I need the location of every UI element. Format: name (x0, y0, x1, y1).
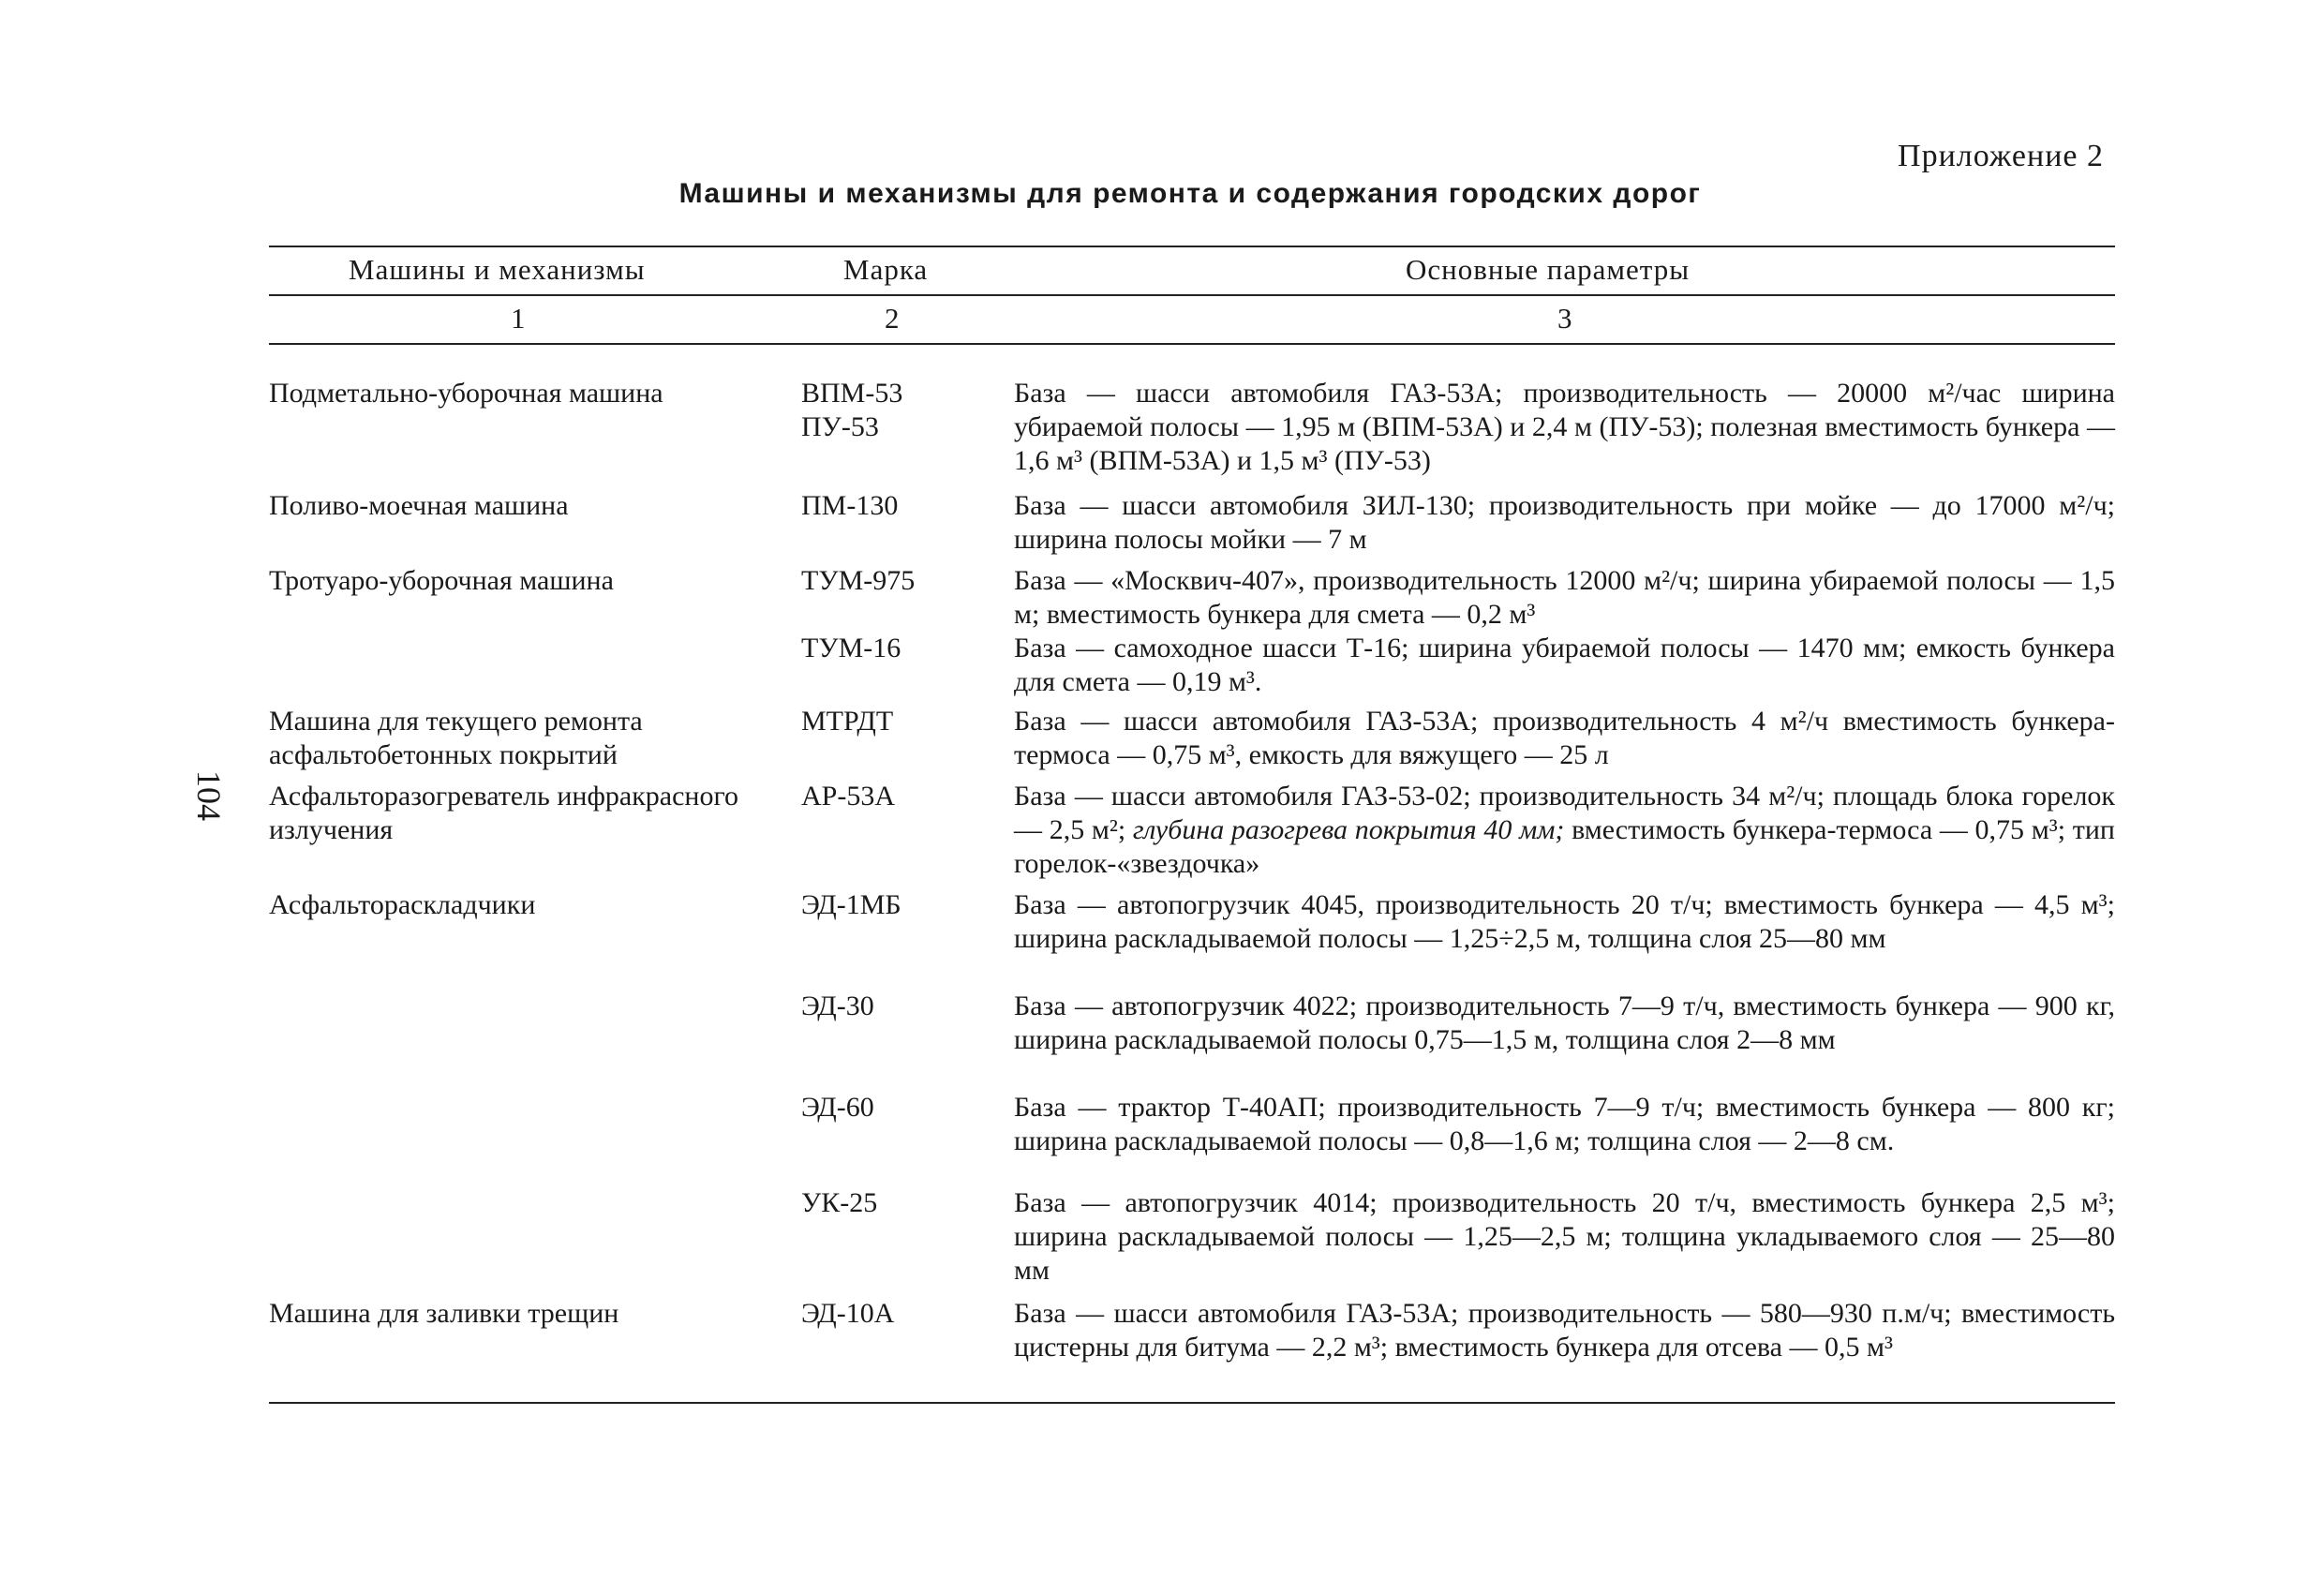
header-rule (269, 294, 2115, 296)
machine-model (801, 377, 961, 444)
header-model: Марка (843, 253, 929, 286)
table-bottom-rule (269, 1402, 2115, 1404)
machine-model: МТРДТ (801, 706, 894, 737)
header-params: Основные параметры (1406, 253, 1691, 286)
machine-model: ПМ-130 (801, 490, 899, 521)
appendix-label: Приложение 2 (1898, 139, 2104, 173)
machine-name: Тротуаро-уборочная машина (269, 565, 614, 596)
header-machines: Машины и механизмы (349, 253, 646, 286)
machine-model: ТУМ-16 (801, 633, 901, 663)
page-number: 104 (190, 770, 228, 821)
machine-params: База — автопогрузчик 4045, производительность 20 т/ч; вместимость бункера — 4,5 м³; ширина раскладываемой полосы — 1,25÷2,5 м, толщина слоя 25—80 мм (1014, 889, 2115, 954)
machine-params: База — трактор Т-40АП; производительность 7—9 т/ч; вместимость бункера — 800 кг; ширина раскладываемой полосы — 0,8—1,6 м; толщина слоя — 2—8 см. (1014, 1092, 2115, 1156)
column-number-rule (269, 343, 2115, 345)
machine-params: База — шасси автомобиля ГАЗ-53А; производительность — 20000 м²/час ширина убираемой полосы — 1,95 м (ВПМ-53А) и 2,4 м (ПУ-53); полезная вместимость бункера — 1,6 м³ (ВПМ-53А) и 1,5 м³ (ПУ-53) (1014, 378, 2115, 476)
machine-model: ЭД-1МБ (801, 889, 901, 920)
machine-name: Асфальторазогреватель инфракрасного излучения (269, 781, 739, 845)
params-part-italic: глубина разогрева покрытия 40 мм; (1125, 814, 1565, 845)
machine-model: УК-25 (801, 1187, 878, 1218)
machine-params: База — автопогрузчик 4022; производительность 7—9 т/ч, вместимость бункера — 900 кг, ширина раскладываемой полосы 0,75—1,5 м, толщина слоя 2—8 мм (1014, 991, 2115, 1055)
machine-name: Машина для текущего ремонта асфальтобетонных покрытий (269, 706, 643, 770)
machine-model: ЭД-60 (801, 1092, 874, 1123)
machine-params: База — «Москвич-407», производительность 12000 м²/ч; ширина убираемой полосы — 1,5 м; вместимость бункера для смета — 0,2 м³ (1014, 565, 2115, 630)
params-part: вместимость бункера-термоса — 0,75 м³; тип горелок-«звездочка» (1014, 814, 2115, 879)
machine-params: База — автопогрузчик 4014; производительность 20 т/ч, вместимость бункера 2,5 м³; ширина раскладываемой полосы — 1,25—2,5 м; толщина укладываемого слоя — 25—80 мм (1014, 1187, 2115, 1286)
machine-model-line: ВПМ-53 (801, 378, 903, 409)
machine-params: База — шасси автомобиля ГАЗ-53А; производительность — 580—930 п.м/ч; вместимость цистерны для битума — 2,2 м³; вместимость бункера для отсева — 0,5 м³ (1014, 1298, 2115, 1363)
machine-name: Машина для заливки трещин (269, 1298, 619, 1329)
column-number-2: 2 (885, 302, 901, 335)
machine-name: Асфальтораскладчики (269, 889, 536, 920)
machine-model: АР-53А (801, 781, 896, 812)
machine-params (1014, 780, 2115, 881)
params-part: База — шасси автомобиля ГАЗ-53-02; производительность 34 м²/ч; площадь блока горелок — 2,5 м²; (1014, 781, 2115, 845)
machine-params: База — самоходное шасси Т-16; ширина убираемой полосы — 1470 мм; емкость бункера для смета — 0,19 м³. (1014, 633, 2115, 697)
machine-model: ЭД-30 (801, 991, 874, 1021)
machine-model: ТУМ-975 (801, 565, 916, 596)
machine-model-line: ПУ-53 (801, 411, 879, 442)
machine-params: База — шасси автомобиля ЗИЛ-130; производительность при мойке — до 17000 м²/ч; ширина полосы мойки — 7 м (1014, 490, 2115, 555)
column-number-3: 3 (1557, 302, 1573, 335)
column-number-1: 1 (511, 302, 527, 335)
machine-name: Поливо-моечная машина (269, 490, 569, 521)
machine-params: База — шасси автомобиля ГАЗ-53А; производительность 4 м²/ч вместимость бункера-термоса — 0,75 м³, емкость для вяжущего — 25 л (1014, 706, 2115, 770)
machine-name: Подметально-уборочная машина (269, 378, 663, 409)
machine-model: ЭД-10А (801, 1298, 895, 1329)
page-title: Машины и механизмы для ремонта и содержания городских дорог (678, 178, 1702, 209)
table-top-rule (269, 246, 2115, 247)
